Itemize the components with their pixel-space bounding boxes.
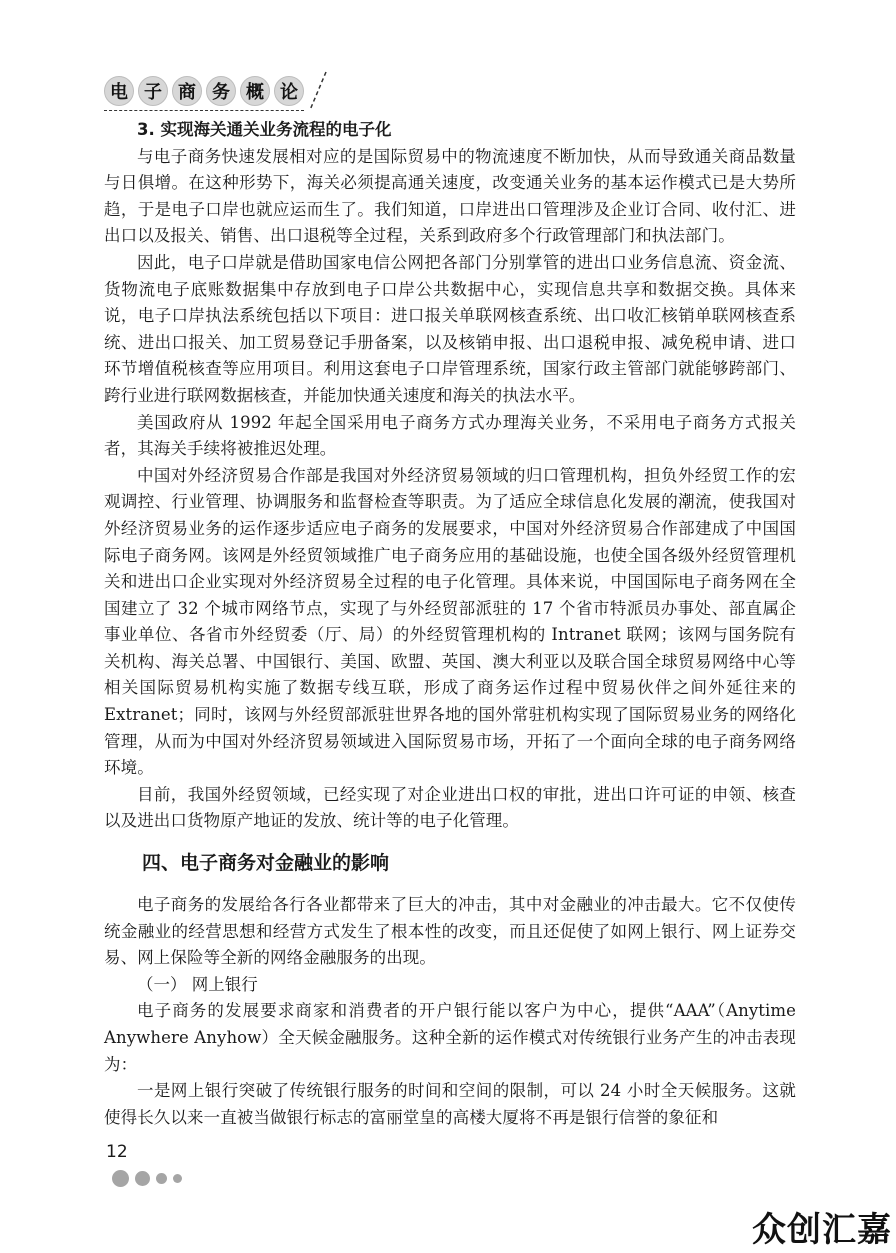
footer-dots-decoration	[112, 1170, 182, 1187]
paragraph: 与电子商务快速发展相对应的是国际贸易中的物流速度不断加快，从而导致通关商品数量与日俱增。在这种形势下，海关必须提高通关速度，改变通关业务的基本运作模式已是大势所趋，于是电子口岸也就应运而生了。我们知道，口岸进出口管理涉及企业订合同、收付汇、进出口以及报关、销售、出口退税等全过程，关系到政府多个行政管理部门和执法部门。	[104, 146, 796, 246]
footer-dot	[173, 1174, 182, 1183]
paragraph: 电子商务的发展给各行各业都带来了巨大的冲击，其中对金融业的冲击最大。它不仅使传统金融业的经营思想和经营方式发生了根本性的改变，而且还促使了如网上银行、网上证券交易、网上保险等全新的网络金融服务的出现。	[104, 895, 796, 968]
footer-dot	[112, 1170, 129, 1187]
header-dashed-rule	[104, 110, 304, 111]
paragraph: 一是网上银行突破了传统银行服务的时间和空间的限制，可以 24 小时全天候服务。这就使得长久以来一直被当做银行标志的富丽堂皇的高楼大厦将不再是银行信誉的象征和	[104, 1081, 796, 1127]
paragraph: 电子商务的发展要求商家和消费者的开户银行能以客户为中心，提供“AAA”（Anytime Anywhere Anyhow）全天候金融服务。这种全新的运作模式对传统银行业务产生的冲击表现为：	[104, 1001, 796, 1074]
paragraph: 中国对外经济贸易合作部是我国对外经济贸易领域的归口管理机构，担负外经贸工作的宏观调控、行业管理、协调服务和监督检查等职责。为了适应全球信息化发展的潮流，使我国对外经济贸易业务的运作逐步适应电子商务的发展要求，中国对外经济贸易合作部建成了中国国际电子商务网。该网是外经贸领域推广电子商务应用的基础设施，也使全国各级外经贸管理机关和进出口企业实现对外经济贸易全过程的电子化管理。具体来说，中国国际电子商务网在全国建立了 32 个城市网络节点，实现了与外经贸部派驻的 17 个省市特派员办事处、部直属企事业单位、各省市外经贸委（厅、局）的外经贸管理机构的 Intranet 联网；该网与国务院有关机构、海关总署、中国银行、美国、欧盟、英国、澳大利亚以及联合国全球贸易网络中心等相关国际贸易机构实施了数据专线互联，形成了商务运作过程中贸易伙伴之间外延往来的 Extranet；同时，该网与外经贸部派驻世界各地的国外常驻机构实现了国际贸易业务的网络化管理，从而为中国对外经济贸易领域进入国际贸易市场，开拓了一个面向全球的电子商务网络环境。	[104, 465, 796, 778]
header-char-badge: 务	[206, 76, 236, 106]
header-char-badge: 电	[104, 76, 134, 106]
paragraph: 目前，我国外经贸领域，已经实现了对企业进出口权的审批，进出口许可证的申领、核查以及进出口货物原产地证的发放、统计等的电子化管理。	[104, 784, 796, 831]
header-char-badge: 论	[274, 76, 304, 106]
header-char-badge: 概	[240, 76, 270, 106]
page-body	[104, 117, 796, 1131]
watermark-logo: 众创汇嘉	[752, 1210, 892, 1250]
header-slash-decoration	[304, 70, 334, 114]
subsection-heading: （一） 网上银行	[137, 974, 258, 994]
subheading: 3. 实现海关通关业务流程的电子化	[137, 120, 392, 139]
running-header	[104, 70, 344, 110]
header-title-badges	[104, 76, 304, 106]
section-heading: 四、电子商务对金融业的影响	[142, 852, 390, 875]
paragraph: 因此，电子口岸就是借助国家电信公网把各部门分别掌管的进出口业务信息流、资金流、货物流电子底账数据集中存放到电子口岸公共数据中心，实现信息共享和数据交换。具体来说，电子口岸执法系统包括以下项目：进口报关单联网核查系统、出口收汇核销单联网核查系统、进出口报关、加工贸易登记手册备案，以及核销申报、出口退税申报、减免税申请、进口环节增值税核查等应用项目。利用这套电子口岸管理系统，国家行政主管部门就能够跨部门、跨行业进行联网数据核查，并能加快通关速度和海关的执法水平。	[104, 252, 796, 405]
header-char-badge: 商	[172, 76, 202, 106]
header-char-badge: 子	[138, 76, 168, 106]
paragraph: 美国政府从 1992 年起全国采用电子商务方式办理海关业务，不采用电子商务方式报关者，其海关手续将被推迟处理。	[104, 412, 796, 459]
footer-dot	[135, 1171, 150, 1186]
page-number: 12	[106, 1142, 128, 1162]
footer-dot	[156, 1173, 167, 1184]
